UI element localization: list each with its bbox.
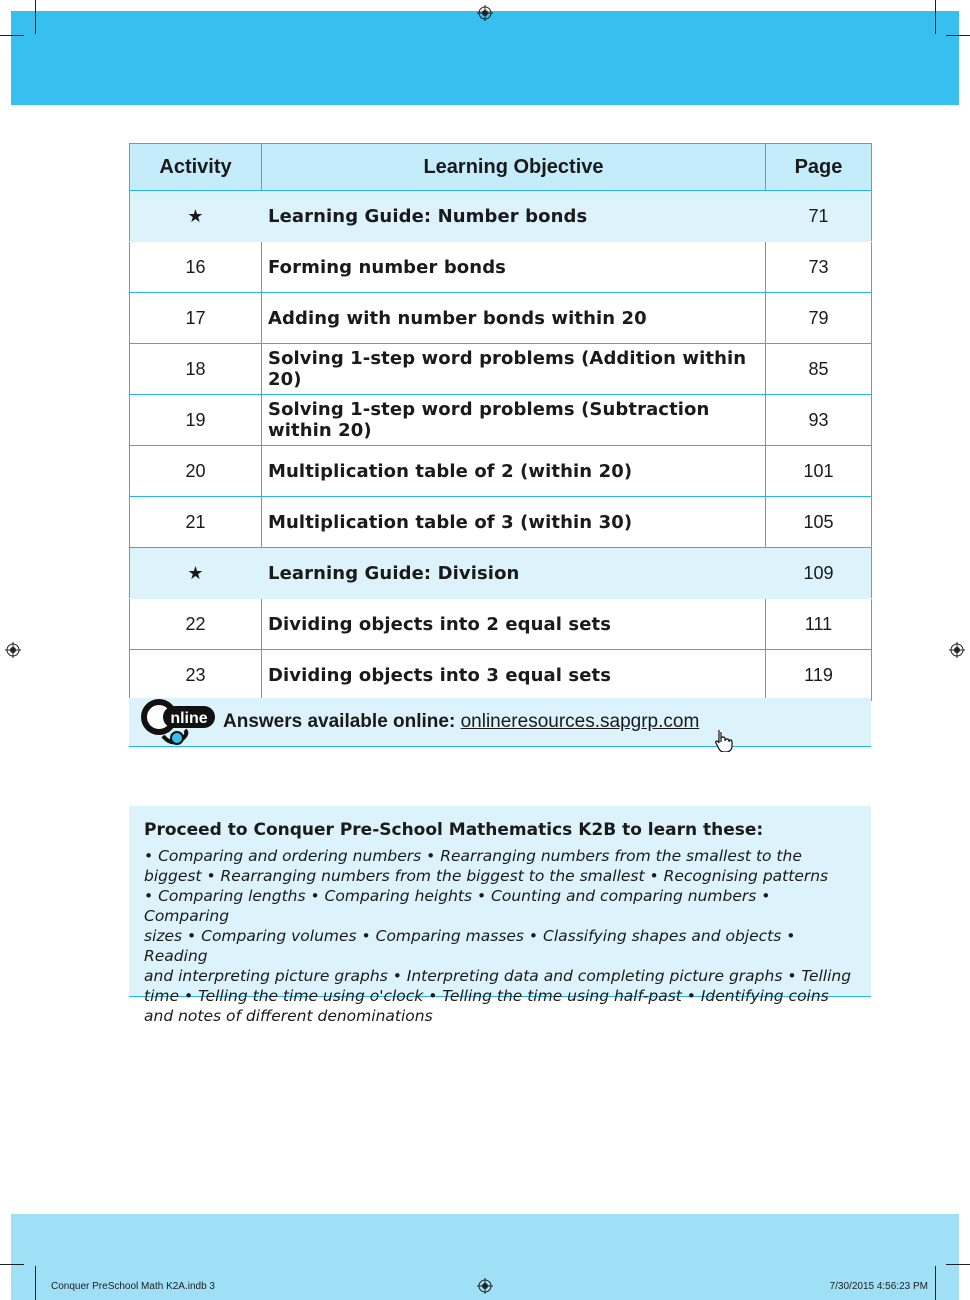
- footer-file-slug: Conquer PreSchool Math K2A.indb 3: [51, 1281, 215, 1292]
- objective-column-header: Learning Objective: [262, 144, 766, 191]
- table-row: [130, 395, 872, 446]
- table-row: [130, 650, 872, 701]
- online-answers-bar: [129, 698, 871, 747]
- table-header-row: [130, 144, 872, 191]
- objective-cell: Adding with number bonds within 20: [262, 293, 766, 344]
- objective-cell: Dividing objects into 3 equal sets: [262, 650, 766, 701]
- objective-cell: Solving 1-step word problems (Subtraction within 20): [262, 395, 766, 446]
- registration-mark-icon: [477, 5, 493, 21]
- objective-cell: Solving 1-step word problems (Addition within 20): [262, 344, 766, 395]
- next-book-title: Proceed to Conquer Pre-School Mathematics K2B to learn these:: [144, 820, 764, 840]
- activity-cell: 16: [130, 242, 262, 293]
- page-cell: 111: [766, 599, 872, 650]
- table-row: [130, 344, 872, 395]
- activity-cell: 19: [130, 395, 262, 446]
- page-cell: 71: [766, 191, 872, 242]
- crop-mark: [935, 0, 936, 34]
- page-cell: 85: [766, 344, 872, 395]
- table-row: [130, 293, 872, 344]
- page-cell: 79: [766, 293, 872, 344]
- topics-line: and notes of different denominations: [144, 1007, 433, 1025]
- crop-mark: [35, 0, 36, 34]
- page-cell: 119: [766, 650, 872, 701]
- page-cell: 93: [766, 395, 872, 446]
- objective-cell: Multiplication table of 3 (within 30): [262, 497, 766, 548]
- activity-cell: 17: [130, 293, 262, 344]
- topics-line: and interpreting picture graphs • Interpreting data and completing picture graphs • Telling: [144, 967, 852, 985]
- table-row: [130, 191, 872, 242]
- registration-mark-icon: [477, 1278, 493, 1294]
- page-cell: 101: [766, 446, 872, 497]
- next-book-topics: [144, 846, 857, 1026]
- page-cell: 109: [766, 548, 872, 599]
- activity-cell: 21: [130, 497, 262, 548]
- table-row: [130, 548, 872, 599]
- crop-mark: [946, 35, 970, 36]
- table-row: [130, 599, 872, 650]
- next-book-topics-box: [129, 806, 871, 1025]
- objective-cell: Dividing objects into 2 equal sets: [262, 599, 766, 650]
- objective-cell: Learning Guide: Number bonds: [262, 191, 766, 242]
- crop-mark: [935, 1266, 936, 1300]
- objective-cell: Forming number bonds: [262, 242, 766, 293]
- crop-mark: [0, 35, 24, 36]
- objective-cell: Learning Guide: Division: [262, 548, 766, 599]
- online-resources-link[interactable]: onlineresources.sapgrp.com: [460, 711, 700, 732]
- crop-mark: [35, 1266, 36, 1300]
- topics-line: time • Telling the time using o'clock • Telling the time using half-past • Identifying coins: [144, 987, 829, 1005]
- topics-line: • Comparing and ordering numbers • Rearranging numbers from the smallest to the: [144, 847, 802, 865]
- crop-mark: [0, 1264, 24, 1265]
- activity-cell: ★: [130, 191, 262, 242]
- registration-mark-icon: [5, 642, 21, 658]
- table-row: [130, 242, 872, 293]
- crop-mark: [946, 1264, 970, 1265]
- table-row: [130, 446, 872, 497]
- registration-mark-icon: [949, 642, 965, 658]
- topics-line: sizes • Comparing volumes • Comparing masses • Classifying shapes and objects • Reading: [144, 927, 796, 965]
- activity-cell: 20: [130, 446, 262, 497]
- activity-column-header: Activity: [130, 144, 262, 191]
- page-cell: 73: [766, 242, 872, 293]
- topics-line: biggest • Rearranging numbers from the biggest to the smallest • Recognising patterns: [144, 867, 829, 885]
- topics-line: • Comparing lengths • Comparing heights • Counting and comparing numbers • Comparing: [144, 887, 771, 925]
- top-color-band: [11, 11, 959, 105]
- pointer-hand-icon: [715, 730, 733, 752]
- activity-cell: 23: [130, 650, 262, 701]
- activity-cell: 18: [130, 344, 262, 395]
- online-answers-text: [223, 711, 699, 733]
- activity-cell: ★: [130, 548, 262, 599]
- contents-table: [129, 143, 872, 701]
- online-logo-icon: [141, 696, 221, 750]
- page-cell: 105: [766, 497, 872, 548]
- svg-text:nline: nline: [170, 710, 208, 727]
- objective-cell: Multiplication table of 2 (within 20): [262, 446, 766, 497]
- page-column-header: Page: [766, 144, 872, 191]
- table-row: [130, 497, 872, 548]
- activity-cell: 22: [130, 599, 262, 650]
- online-answers-label: Answers available online:: [223, 711, 456, 732]
- footer-timestamp: 7/30/2015 4:56:23 PM: [829, 1281, 928, 1292]
